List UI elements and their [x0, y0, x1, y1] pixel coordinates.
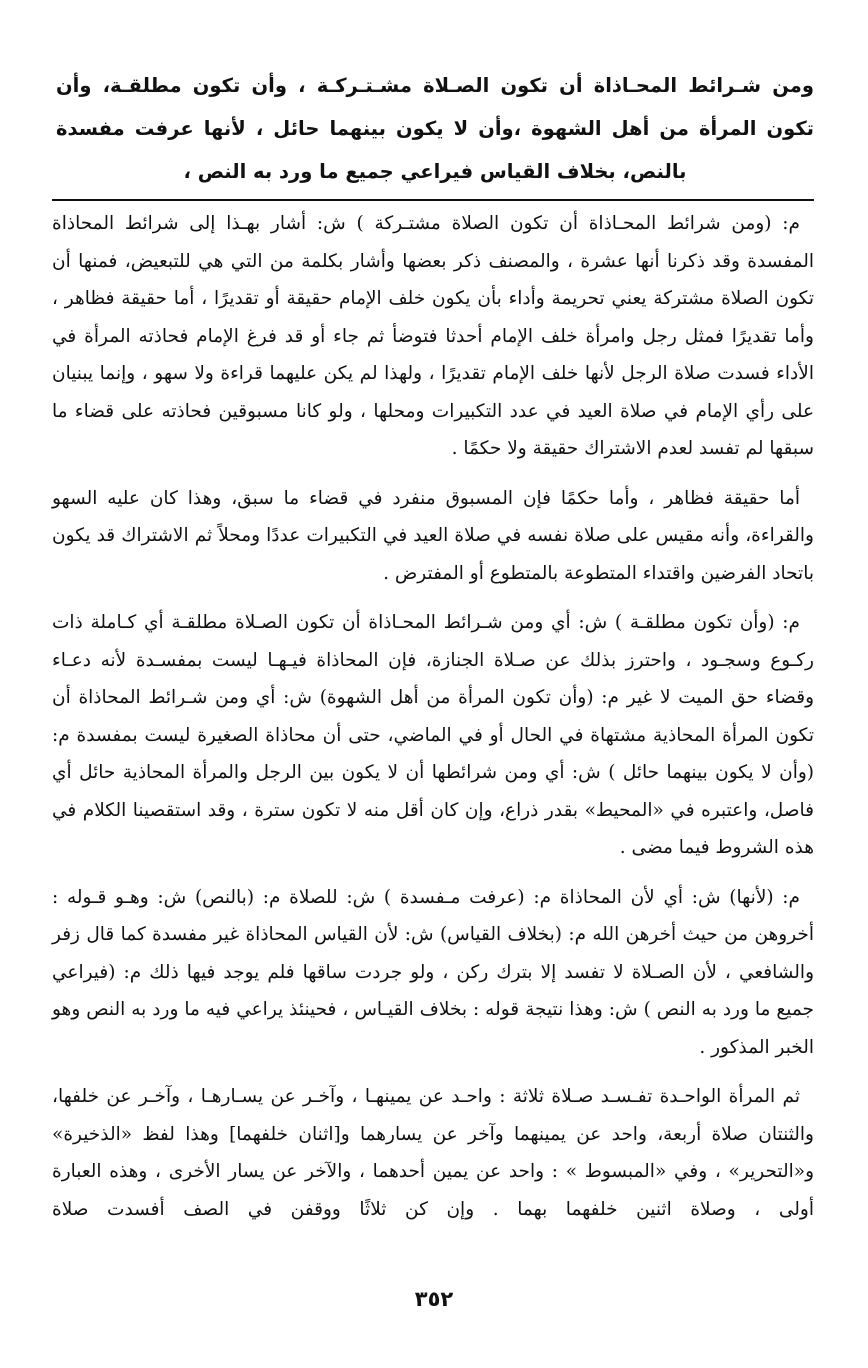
commentary-paragraph: ثم المرأة الواحـدة تفـسـد صـلاة ثلاثة : واحـد عن يمينهـا ، وآخـر عن يسـارهـا ، وآخـر عن خلفها، والثنتان صلاة أربعة، واحد عن يمينهما وآخر عن يسارهما و[اثنان خلفهما] وهذا لفظ «الذخيرة» و«التحرير» ، وفي «المبسوط » : واحد عن يمين أحدهما ، والآخر عن يسار الأخرى ، وهذه العبارة أولى ، وصلاة اثنين خلفهما بهما . وإن كن ثلاثًا ووقفن في الصف أفسدت صلاة	[52, 1086, 814, 1220]
commentary-paragraph: م: (لأنها) ش: أي لأن المحاذاة م: (عرفت مـفسدة ) ش: للصلاة م: (بالنص) ش: وهـو قـوله : أخروهن من حيث أخرهن الله م: (بخلاف القياس) ش: لأن القياس المحاذاة غير مفسدة كما قال زفر والشافعي ، لأن الصـلاة لا تفسد إلا بترك ركن ، ولو جردت ساقها فلم يوجد فيها ذلك م: (فيراعي جميع ما ورد به النص ) ش: وهذا نتيجة قوله : بخلاف القيـاس ، فحينئذ يراعي فيه ما ورد به النص وهو الخبر المذكور .	[52, 886, 814, 1058]
commentary-paragraph: م: (وأن تكون مطلقـة ) ش: أي ومن شـرائط المحـاذاة أن تكون الصـلاة مطلقـة أي كـاملة ذات ركـوع وسجـود ، واحترز بذلك عن صـلاة الجنازة، فإن المحاذاة فيـهـا ليست بمفسـدة لأنه دعـاء وقضاء حق الميت لا غير م: (وأن تكون المرأة من أهل الشهوة) ش: أي ومن شـرائط المحاذاة أن تكون المرأة المحاذية مشتهاة في الحال أو في الماضي، حتى أن محاذاة الصغيرة ليست بمفسدة م: (وأن لا يكون بينهما حائل ) ش: أي ومن شرائطها أن لا يكون بين الرجل والمرأة المحاذية حائل أي فاصل، واعتبره في «المحيط» بقدر ذراع، وإن كان أقل منه لا تكون سترة ، وقد استقصينا الكلام في هذه الشروط فيما مضى .	[52, 612, 815, 858]
matn-text: ومن شـرائط المحـاذاة أن تكون الصـلاة مشـتـركـة ، وأن تكون مطلقـة، وأن تكون المرأة من أهل الشهوة ،وأن لا يكون بينهما حائل ، لأنها عرفت مفسدة بالنص، بخلاف القياس فيراعي جميع ما ورد به النص ،	[56, 74, 814, 183]
page-number: ٣٥٢	[414, 1287, 454, 1311]
commentary-paragraph: أما حقيقة فظاهر ، وأما حكمًا فإن المسبوق منفرد في قضاء ما سبق، وهذا كان عليه السهو والقراءة، وأنه مقيس على صلاة نفسه في صلاة العيد في التكبيرات عددًا ومحلاً ثم الاشتراك قد يكون باتحاد الفرضين واقتداء المتطوعة بالمتطوع أو المفترض .	[52, 487, 814, 584]
commentary-block	[52, 205, 814, 1228]
commentary-paragraph: م: (ومن شرائط المحـاذاة أن تكون الصلاة مشتـركة ) ش: أشار بهـذا إلى شرائط المحاذاة المفسدة وقد ذكرنا أنها عشرة ، والمصنف ذكر بعضها وأشار بكلمة من التي هي للتبعيض، فمنها أن تكون الصلاة مشتركة يعني تحريمة وأداء بأن يكون خلف الإمام حقيقة أو تقديرًا ، أما حقيقة فظاهر ، وأما تقديرًا فمثل رجل وامرأة خلف الإمام أحدثا فتوضأ ثم جاء أو قد فرغ الإمام فحاذته المرأة في الأداء فسدت صلاة الرجل لأنها خلف الإمام تقديرًا ، ولهذا لم يكن عليهما قراءة ولا سهو ، وإنما يبنيان على رأي الإمام في صلاة العيد في عدد التكبيرات ومحلها ، ولو كانا مسبوقين فحاذته على قضاء ما سبقها لم تفسد لعدم الاشتراك حقيقة ولا حكمًا .	[52, 213, 814, 459]
separator-rule	[52, 199, 814, 201]
